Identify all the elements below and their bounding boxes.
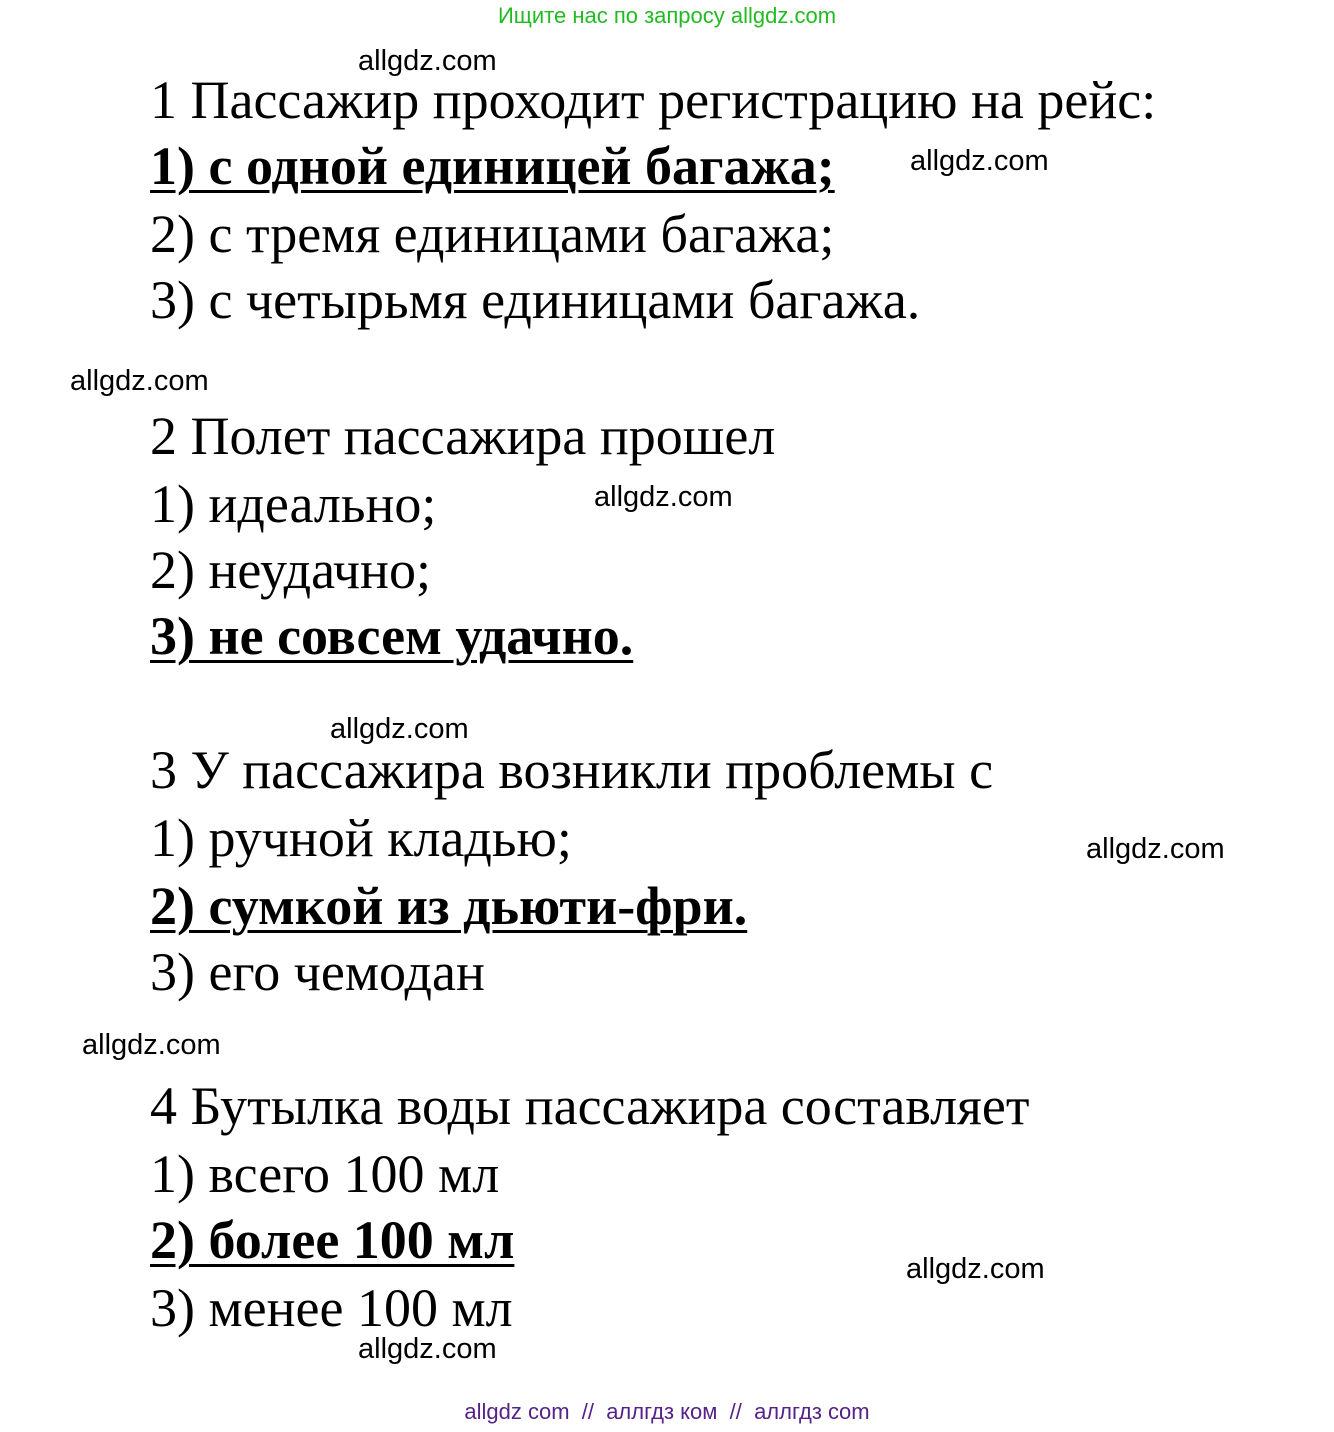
watermark: allgdz.com bbox=[910, 145, 1049, 177]
watermark: allgdz.com bbox=[358, 1333, 497, 1365]
question-option: 3) с четырьмя единицами багажа. bbox=[150, 270, 921, 330]
question-option-answer: 1) с одной единицей багажа; bbox=[150, 136, 835, 196]
question-option: 1) идеально; bbox=[150, 474, 437, 534]
watermark: allgdz.com bbox=[358, 45, 497, 77]
question-option-answer: 2) сумкой из дьюти-фри. bbox=[150, 876, 748, 936]
question-stem: 1 Пассажир проходит регистрацию на рейс: bbox=[150, 70, 1157, 130]
question-stem: 3 У пассажира возникли проблемы с bbox=[150, 740, 994, 800]
watermark: allgdz.com bbox=[70, 365, 209, 397]
header-banner: Ищите нас по запросу allgdz.com bbox=[497, 3, 837, 28]
watermark: allgdz.com bbox=[906, 1253, 1045, 1285]
watermark: allgdz.com bbox=[594, 481, 733, 513]
question-option: 1) всего 100 мл bbox=[150, 1144, 500, 1204]
question-option-answer: 2) более 100 мл bbox=[150, 1210, 515, 1270]
footer-banner: allgdz com // аллгдз ком // аллгдз com bbox=[464, 1399, 870, 1424]
question-option: 1) ручной кладью; bbox=[150, 808, 572, 868]
question-option: 2) неудачно; bbox=[150, 540, 431, 600]
question-stem: 4 Бутылка воды пассажира составляет bbox=[150, 1076, 1030, 1136]
watermark: allgdz.com bbox=[1086, 833, 1225, 865]
question-option: 3) его чемодан bbox=[150, 942, 485, 1002]
question-option-answer: 3) не совсем удачно. bbox=[150, 606, 634, 666]
question-option: 3) менее 100 мл bbox=[150, 1278, 513, 1338]
watermark: allgdz.com bbox=[330, 713, 469, 745]
question-stem: 2 Полет пассажира прошел bbox=[150, 406, 776, 466]
question-option: 2) с тремя единицами багажа; bbox=[150, 204, 835, 264]
watermark: allgdz.com bbox=[82, 1029, 221, 1061]
